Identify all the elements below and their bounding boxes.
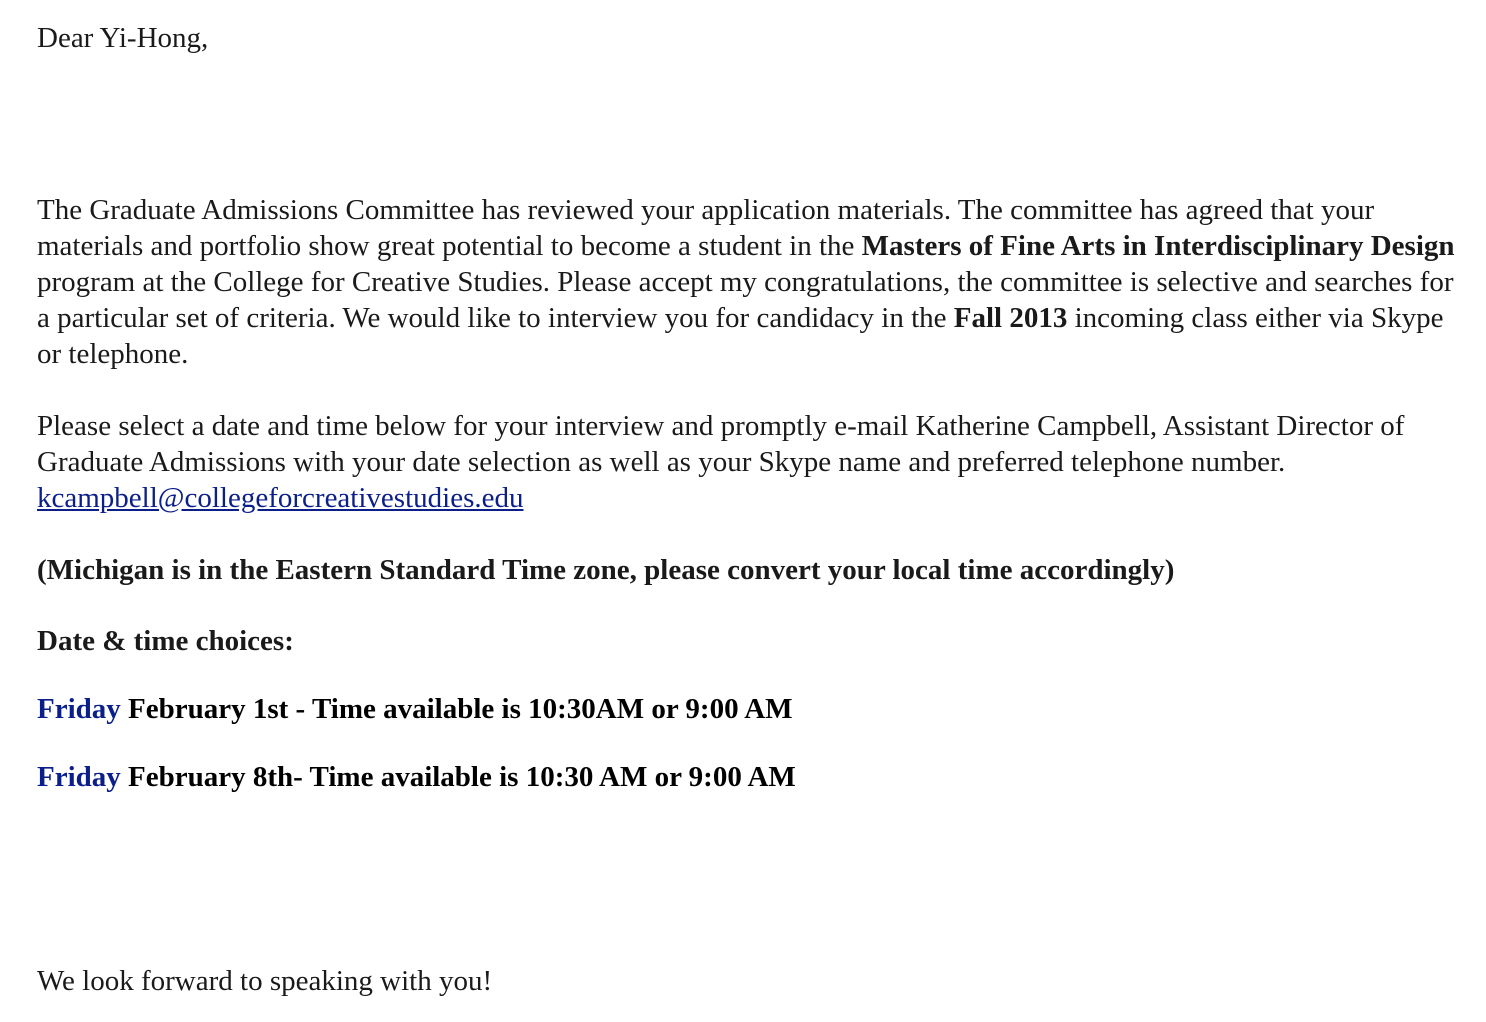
- intro-text-c: incoming class either via Skype or telephone.: [37, 302, 1444, 370]
- instructions-text: Please select a date and time below for your interview and promptly e-mail Katherine Campbell, Assistant Director of Graduate Admissions with your date selection as well as your Skype name and preferred telephone number.: [37, 410, 1405, 478]
- program-name: Masters of Fine Arts in Interdisciplinary Design: [861, 230, 1455, 262]
- timezone-note: (Michigan is in the Eastern Standard Time zone, please convert your local time accordingly): [37, 554, 1175, 586]
- choice-day[interactable]: Friday: [37, 693, 121, 725]
- closing-line: We look forward to speaking with you!: [37, 965, 493, 997]
- date-choice: [37, 759, 796, 795]
- email-body: [37, 0, 1457, 1022]
- choice-detail: February 1st - Time available is 10:30AM or 9:00 AM: [120, 693, 793, 725]
- intro-paragraph: [37, 192, 1455, 372]
- date-choice: [37, 691, 793, 727]
- contact-email-link[interactable]: kcampbell@collegeforcreativestudies.edu: [37, 482, 524, 514]
- choice-day[interactable]: Friday: [37, 761, 121, 793]
- choice-detail: February 8th- Time available is 10:30 AM or 9:00 AM: [120, 761, 796, 793]
- salutation: Dear Yi-Hong,: [37, 22, 209, 54]
- intro-text-a: The Graduate Admissions Committee has reviewed your application materials. The committee has agreed that your materials and portfolio show great potential to become a student in the: [37, 194, 1375, 262]
- term-name: Fall 2013: [953, 302, 1068, 334]
- intro-text-b: program at the College for Creative Studies. Please accept my congratulations, the committee is selective and searches for a particular set of criteria. We would like to interview you for candidacy in the: [37, 266, 1454, 334]
- instructions-paragraph: [37, 408, 1455, 516]
- choices-heading: Date & time choices:: [37, 625, 294, 657]
